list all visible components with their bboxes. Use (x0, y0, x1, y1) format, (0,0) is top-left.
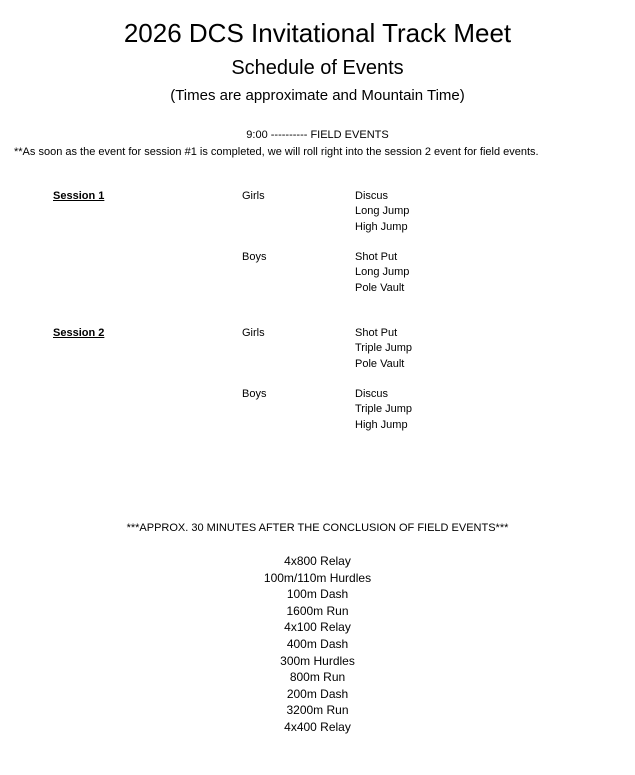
running-event-item: 100m/110m Hurdles (263, 570, 372, 585)
event-item: Pole Vault (355, 357, 405, 370)
running-event-item: 4x800 Relay (284, 554, 351, 568)
event-item: Discus (355, 190, 389, 202)
running-event-item: 3200m Run (286, 703, 349, 718)
session-2-boys-events (355, 387, 412, 433)
session-1-girls-events (355, 189, 409, 235)
time-note: (Times are approximate and Mountain Time) (170, 87, 465, 104)
event-item: Triple Jump (355, 342, 413, 355)
event-item: Pole Vault (355, 281, 405, 294)
session-1-boys-events (355, 250, 409, 296)
session-1-boys-label: Boys (242, 251, 267, 263)
event-item: Discus (355, 388, 389, 400)
event-item: Triple Jump (355, 403, 413, 416)
running-event-item: 4x100 Relay (284, 620, 351, 635)
running-event-item: 1600m Run (286, 603, 349, 618)
session-2-girls-label: Girls (242, 327, 265, 339)
running-event-item: 800m Run (289, 670, 346, 685)
session-2-label: Session 2 (53, 327, 105, 339)
event-item: High Jump (355, 418, 408, 431)
running-events-header: ***APPROX. 30 MINUTES AFTER THE CONCLUSION OF FIELD EVENTS*** (126, 522, 509, 534)
event-item: Long Jump (355, 205, 410, 218)
event-item: Long Jump (355, 266, 410, 279)
event-item: Shot Put (355, 327, 398, 339)
running-event-item: 4x400 Relay (284, 719, 351, 734)
running-event-item: 200m Dash (286, 686, 349, 701)
running-event-item: 400m Dash (286, 636, 349, 651)
session-2-girls-events (355, 326, 412, 372)
running-events-list (0, 553, 635, 736)
page-subtitle: Schedule of Events (231, 57, 404, 79)
event-item: Shot Put (355, 251, 398, 263)
running-event-item: 100m Dash (286, 587, 349, 602)
running-event-item: 300m Hurdles (280, 653, 355, 668)
session-2-boys-label: Boys (242, 388, 267, 400)
field-events-note: **As soon as the event for session #1 is completed, we will roll right into the session 2 event for field events. (14, 146, 539, 158)
field-events-time: 9:00 ---------- FIELD EVENTS (246, 129, 389, 141)
session-1-label: Session 1 (53, 190, 105, 202)
session-1-girls-label: Girls (242, 190, 265, 202)
event-item: High Jump (355, 220, 408, 233)
page-title: 2026 DCS Invitational Track Meet (123, 18, 512, 48)
